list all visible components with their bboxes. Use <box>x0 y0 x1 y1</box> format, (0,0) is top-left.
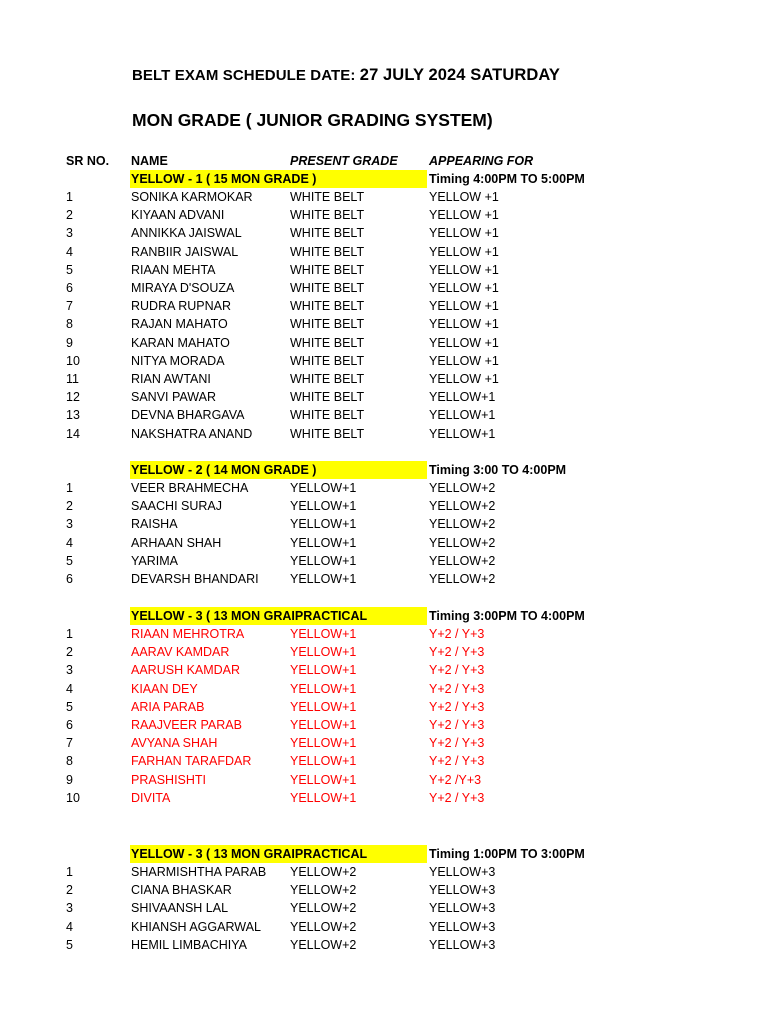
schedule-title <box>132 66 560 85</box>
student-name: SHARMISHTHA PARAB <box>131 865 267 879</box>
student-name: KARAN MAHATO <box>131 335 230 350</box>
present-grade: YELLOW+1 <box>290 699 357 714</box>
table-row <box>0 479 768 497</box>
header-sr-no: SR NO. <box>66 154 110 168</box>
table-row <box>0 752 768 770</box>
student-name: SHIVAANSH LAL <box>131 901 229 916</box>
table-row <box>0 680 768 698</box>
present-grade: WHITE BELT <box>290 372 365 386</box>
table-row <box>0 315 768 333</box>
present-grade: YELLOW+2 <box>290 865 357 879</box>
sr-number: 5 <box>66 553 73 568</box>
appearing-for: YELLOW+2 <box>429 517 496 532</box>
present-grade: WHITE BELT <box>290 353 365 368</box>
present-grade: YELLOW+1 <box>290 663 357 678</box>
table-row <box>0 188 768 206</box>
appearing-for: YELLOW +1 <box>429 317 499 332</box>
present-grade: YELLOW+1 <box>290 481 357 495</box>
present-grade: YELLOW+1 <box>290 517 357 532</box>
student-name: DIVITA <box>131 790 171 805</box>
section-timing: Timing 3:00 TO 4:00PM <box>429 463 567 477</box>
present-grade: YELLOW+1 <box>290 681 357 696</box>
student-name: NITYA MORADA <box>131 353 225 368</box>
present-grade: WHITE BELT <box>290 226 365 241</box>
appearing-for: YELLOW+3 <box>429 919 496 934</box>
student-name: RUDRA RUPNAR <box>131 299 232 314</box>
table-row <box>0 297 768 315</box>
present-grade: YELLOW+2 <box>290 901 357 916</box>
table-row <box>0 406 768 424</box>
sr-number: 3 <box>66 226 73 241</box>
present-grade: YELLOW+1 <box>290 754 357 769</box>
section-label-highlight: YELLOW - 1 ( 15 MON GRADE ) <box>130 170 427 188</box>
table-row <box>0 552 768 570</box>
student-name: RIAAN MEHROTRA <box>131 627 245 641</box>
appearing-for: Y+2 / Y+3 <box>429 645 485 660</box>
table-row <box>0 261 768 279</box>
present-grade: YELLOW+1 <box>290 645 357 660</box>
header-present-grade: PRESENT GRADE <box>290 154 398 168</box>
present-grade: YELLOW+1 <box>290 627 357 641</box>
table-row <box>0 643 768 661</box>
sr-number: 4 <box>66 244 73 259</box>
student-name: AARAV KAMDAR <box>131 645 230 660</box>
table-row <box>0 789 768 807</box>
present-grade: YELLOW+1 <box>290 772 357 787</box>
table-row <box>0 625 768 643</box>
appearing-for: Y+2 / Y+3 <box>429 627 485 641</box>
present-grade: YELLOW+2 <box>290 919 357 934</box>
appearing-for: YELLOW+3 <box>429 937 496 952</box>
present-grade: WHITE BELT <box>290 408 365 423</box>
sr-number: 4 <box>66 535 73 550</box>
table-row <box>0 497 768 515</box>
table-row <box>0 899 768 917</box>
appearing-for: YELLOW+1 <box>429 390 496 405</box>
table-row <box>0 881 768 899</box>
appearing-for: YELLOW +1 <box>429 208 499 223</box>
section-timing: Timing 4:00PM TO 5:00PM <box>429 172 585 186</box>
table-row <box>0 716 768 734</box>
student-name: RIAAN MEHTA <box>131 262 216 277</box>
section-header-3 <box>0 607 768 625</box>
table-row <box>0 352 768 370</box>
appearing-for: Y+2 / Y+3 <box>429 681 485 696</box>
table-row <box>0 279 768 297</box>
column-header-row <box>0 152 768 170</box>
student-name: VEER BRAHMECHA <box>131 481 249 495</box>
student-name: KHIANSH AGGARWAL <box>131 919 261 934</box>
student-name: DEVNA BHARGAVA <box>131 408 245 423</box>
present-grade: YELLOW+1 <box>290 553 357 568</box>
sr-number: 10 <box>66 790 80 805</box>
sr-number: 6 <box>66 281 73 295</box>
present-grade: YELLOW+1 <box>290 736 357 751</box>
appearing-for: YELLOW +1 <box>429 226 499 241</box>
sr-number: 2 <box>66 645 73 660</box>
appearing-for: YELLOW+2 <box>429 553 496 568</box>
sr-number: 11 <box>66 372 79 386</box>
header-name: NAME <box>131 154 168 168</box>
sr-number: 1 <box>66 627 73 641</box>
sr-number: 9 <box>66 772 73 787</box>
sr-number: 4 <box>66 681 73 696</box>
present-grade: WHITE BELT <box>290 299 365 314</box>
present-grade: YELLOW+1 <box>290 790 357 805</box>
appearing-for: YELLOW+2 <box>429 535 496 550</box>
sr-number: 4 <box>66 919 73 934</box>
present-grade: WHITE BELT <box>290 317 365 332</box>
sr-number: 1 <box>66 190 73 204</box>
appearing-for: YELLOW +1 <box>429 335 499 350</box>
appearing-for: YELLOW +1 <box>429 244 499 259</box>
student-name: RAJAN MAHATO <box>131 317 228 332</box>
sr-number: 5 <box>66 937 73 952</box>
table-row <box>0 936 768 954</box>
student-name: ARHAAN SHAH <box>131 535 222 550</box>
section-label-highlight: YELLOW - 3 ( 13 MON GRAIPRACTICAL <box>130 845 427 863</box>
appearing-for: YELLOW+3 <box>429 865 496 879</box>
sr-number: 2 <box>66 499 73 514</box>
sr-number: 8 <box>66 754 73 769</box>
present-grade: YELLOW+1 <box>290 572 357 586</box>
student-name: RIAN AWTANI <box>131 372 211 386</box>
appearing-for: Y+2 / Y+3 <box>429 699 485 714</box>
student-name: PRASHISHTI <box>131 772 207 787</box>
appearing-for: YELLOW +1 <box>429 299 499 314</box>
table-row <box>0 863 768 881</box>
table-row <box>0 334 768 352</box>
appearing-for: YELLOW+3 <box>429 901 496 916</box>
student-name: FARHAN TARAFDAR <box>131 754 252 769</box>
present-grade: YELLOW+2 <box>290 937 357 952</box>
table-row <box>0 771 768 789</box>
sr-number: 10 <box>66 353 80 368</box>
sr-number: 2 <box>66 883 73 898</box>
appearing-for: Y+2 / Y+3 <box>429 790 485 805</box>
sr-number: 14 <box>66 426 80 441</box>
sr-number: 6 <box>66 718 73 732</box>
student-name: RANBIIR JAISWAL <box>131 244 239 259</box>
table-row <box>0 661 768 679</box>
table-row <box>0 425 768 443</box>
sr-number: 5 <box>66 262 73 277</box>
section-header-1 <box>0 170 768 188</box>
student-name: KIAAN DEY <box>131 681 198 696</box>
student-name: ARIA PARAB <box>131 699 205 714</box>
appearing-for: YELLOW+2 <box>429 481 496 495</box>
present-grade: WHITE BELT <box>290 390 365 405</box>
present-grade: WHITE BELT <box>290 335 365 350</box>
sr-number: 7 <box>66 736 73 751</box>
table-row <box>0 206 768 224</box>
table-row <box>0 570 768 588</box>
appearing-for: YELLOW +1 <box>429 353 499 368</box>
present-grade: YELLOW+1 <box>290 535 357 550</box>
student-name: RAISHA <box>131 517 178 532</box>
section-header-2 <box>0 461 768 479</box>
student-name: NAKSHATRA ANAND <box>131 426 253 441</box>
sr-number: 5 <box>66 699 73 714</box>
table-row <box>0 918 768 936</box>
present-grade: WHITE BELT <box>290 262 365 277</box>
student-name: RAAJVEER PARAB <box>131 718 242 732</box>
table-row <box>0 515 768 533</box>
sr-number: 9 <box>66 335 73 350</box>
appearing-for: YELLOW +1 <box>429 372 499 386</box>
present-grade: WHITE BELT <box>290 426 365 441</box>
student-name: AARUSH KAMDAR <box>131 663 241 678</box>
appearing-for: Y+2 / Y+3 <box>429 736 485 751</box>
present-grade: WHITE BELT <box>290 190 365 204</box>
present-grade: WHITE BELT <box>290 208 365 223</box>
table-row <box>0 534 768 552</box>
present-grade: WHITE BELT <box>290 244 365 259</box>
appearing-for: Y+2 / Y+3 <box>429 718 485 732</box>
title-prefix: BELT EXAM SCHEDULE DATE: <box>132 67 356 84</box>
sr-number: 13 <box>66 408 80 423</box>
grading-system-title: MON GRADE ( JUNIOR GRADING SYSTEM) <box>132 110 493 130</box>
student-name: SONIKA KARMOKAR <box>131 190 253 204</box>
section-timing: Timing 3:00PM TO 4:00PM <box>429 609 585 623</box>
student-name: SAACHI SURAJ <box>131 499 222 514</box>
section-label-highlight: YELLOW - 3 ( 13 MON GRAIPRACTICAL <box>130 607 427 625</box>
table-row <box>0 243 768 261</box>
section-header-4 <box>0 845 768 863</box>
table-row <box>0 698 768 716</box>
sr-number: 3 <box>66 663 73 678</box>
sr-number: 3 <box>66 901 73 916</box>
sr-number: 2 <box>66 208 73 223</box>
table-row <box>0 224 768 242</box>
student-name: MIRAYA D'SOUZA <box>131 281 235 295</box>
present-grade: YELLOW+1 <box>290 718 357 732</box>
present-grade: YELLOW+1 <box>290 499 357 514</box>
appearing-for: YELLOW+2 <box>429 499 496 514</box>
appearing-for: YELLOW+1 <box>429 408 496 423</box>
student-name: SANVI PAWAR <box>131 390 216 405</box>
header-appearing-for: APPEARING FOR <box>429 154 534 168</box>
present-grade: YELLOW+2 <box>290 883 357 898</box>
section-label-highlight: YELLOW - 2 ( 14 MON GRADE ) <box>130 461 427 479</box>
table-row <box>0 370 768 388</box>
sr-number: 3 <box>66 517 73 532</box>
table-row <box>0 388 768 406</box>
appearing-for: YELLOW+1 <box>429 426 496 441</box>
exam-date: 27 JULY 2024 SATURDAY <box>359 66 561 84</box>
section-timing: Timing 1:00PM TO 3:00PM <box>429 847 585 861</box>
appearing-for: YELLOW +1 <box>429 190 499 204</box>
student-name: CIANA BHASKAR <box>131 883 232 898</box>
appearing-for: YELLOW+2 <box>429 572 496 586</box>
appearing-for: YELLOW +1 <box>429 281 499 295</box>
student-name: KIYAAN ADVANI <box>131 208 225 223</box>
sr-number: 8 <box>66 317 73 332</box>
sr-number: 6 <box>66 572 73 586</box>
student-name: AVYANA SHAH <box>131 736 218 751</box>
appearing-for: YELLOW +1 <box>429 262 499 277</box>
sr-number: 7 <box>66 299 73 314</box>
sr-number: 1 <box>66 865 73 879</box>
sr-number: 12 <box>66 390 80 405</box>
appearing-for: Y+2 /Y+3 <box>429 772 482 787</box>
student-name: DEVARSH BHANDARI <box>131 572 259 586</box>
appearing-for: Y+2 / Y+3 <box>429 663 485 678</box>
present-grade: WHITE BELT <box>290 281 365 295</box>
sr-number: 1 <box>66 481 73 495</box>
student-name: ANNIKKA JAISWAL <box>131 226 242 241</box>
student-name: HEMIL LIMBACHIYA <box>131 937 247 952</box>
appearing-for: YELLOW+3 <box>429 883 496 898</box>
table-row <box>0 734 768 752</box>
student-name: YARIMA <box>131 553 178 568</box>
appearing-for: Y+2 / Y+3 <box>429 754 485 769</box>
